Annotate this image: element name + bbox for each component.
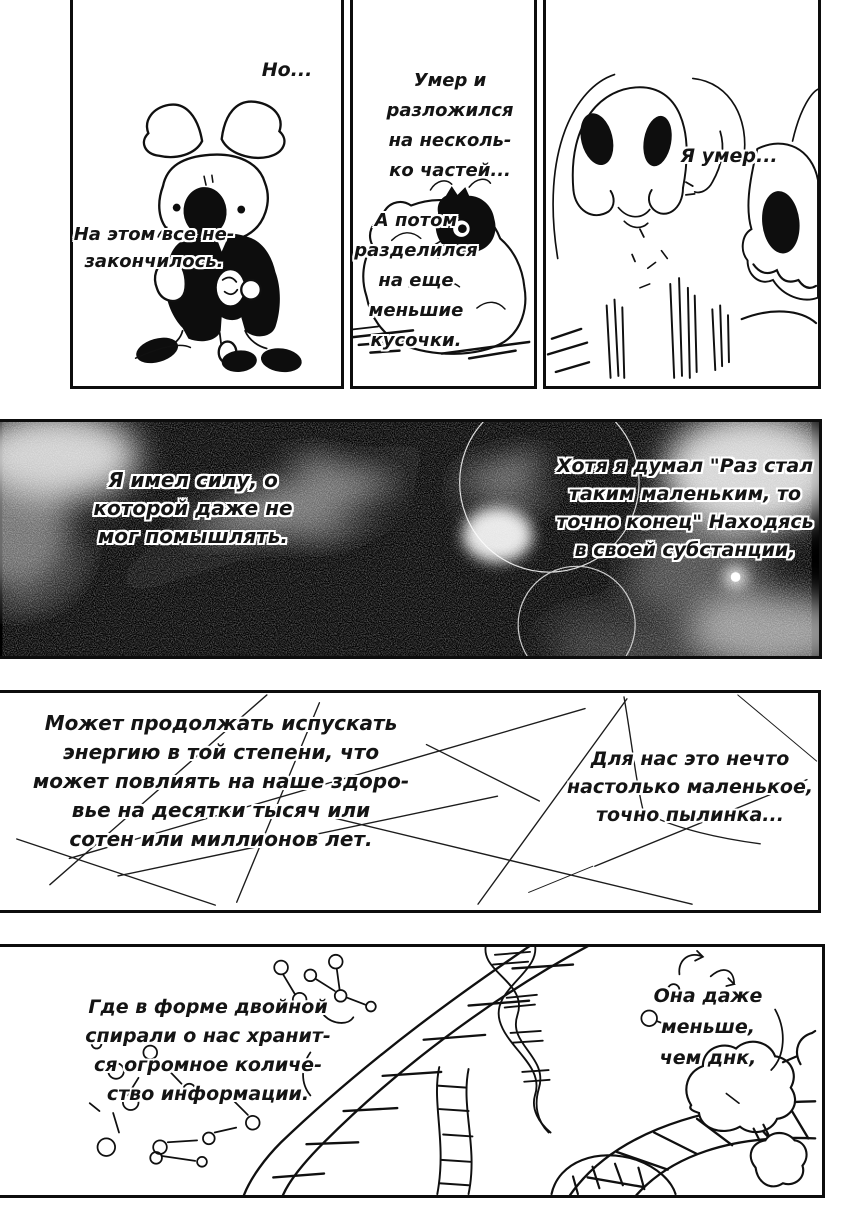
caption-emit-energy <box>33 709 409 854</box>
caption-line: закончилось. <box>84 251 224 272</box>
caption-line: меньшие <box>368 300 464 321</box>
caption-line: энергию в той степени, что <box>62 740 380 764</box>
caption-line: Хотя я думал "Раз стал <box>556 455 814 477</box>
caption-line: сотен или миллионов лет. <box>69 827 373 851</box>
caption-line: кусочки. <box>370 330 462 351</box>
caption-line: на еще <box>378 270 454 291</box>
caption-double-helix-info <box>85 993 330 1109</box>
koala-ears <box>144 102 284 158</box>
caption-died-decomposed <box>387 66 514 186</box>
caption-split-smaller <box>354 206 477 356</box>
caption-line: чем днк, <box>659 1047 757 1069</box>
caption-line: Я умер... <box>680 145 778 167</box>
caption-but <box>262 56 313 84</box>
caption-line: на несколь- <box>388 130 512 151</box>
panel-3 <box>543 0 821 389</box>
caption-line: мог помышлять. <box>97 524 289 548</box>
caption-line: ся огромное количе- <box>94 1054 322 1076</box>
caption-line: Она даже <box>653 985 763 1007</box>
caption-line: меньше, <box>661 1016 755 1038</box>
caption-line: Но... <box>261 59 313 81</box>
dna-dome <box>552 1155 676 1194</box>
dna-helix-small <box>485 947 550 1133</box>
caption-line: Я имел силу, о <box>108 468 278 492</box>
caption-line: точно конец" Находясь <box>556 511 814 533</box>
caption-line: ство информации. <box>106 1083 310 1105</box>
caption-line: разделился <box>354 240 478 261</box>
caption-line: вье на десятки тысяч или <box>71 798 371 822</box>
koala-feet <box>133 331 303 375</box>
caption-line: таким маленьким, то <box>568 483 802 505</box>
right-skull-lump <box>743 89 818 299</box>
caption-line: которой даже не <box>93 496 293 520</box>
caption-line: Где в форме двойной <box>88 996 328 1018</box>
caption-thought-the-end <box>556 452 813 564</box>
caption-line: разложился <box>386 100 514 121</box>
caption-line: настолько маленькое, <box>566 776 814 798</box>
caption-line: Может продолжать испускать <box>44 711 398 735</box>
caption-line: ко частей... <box>389 160 511 181</box>
caption-line: Для нас это нечто <box>590 748 790 770</box>
koala-skull-drawing <box>546 0 818 386</box>
dna-band-vertical <box>437 1067 472 1194</box>
caption-line: На этом все не- <box>73 224 235 245</box>
caption-line: точно пылинка... <box>596 804 784 826</box>
caption-dust-speck <box>567 745 813 829</box>
caption-line: может повлиять на наше здоро- <box>32 769 410 793</box>
caption-line: А потом <box>374 210 458 231</box>
caption-line: Умер и <box>413 70 487 91</box>
caption-line: спирали о нас хранит- <box>85 1025 331 1047</box>
caption-line: в своей субстанции, <box>574 539 796 561</box>
caption-had-power <box>93 466 292 550</box>
caption-i-died <box>680 142 777 170</box>
caption-smaller-than-dna <box>654 981 763 1074</box>
caption-did-not-end <box>74 221 235 275</box>
